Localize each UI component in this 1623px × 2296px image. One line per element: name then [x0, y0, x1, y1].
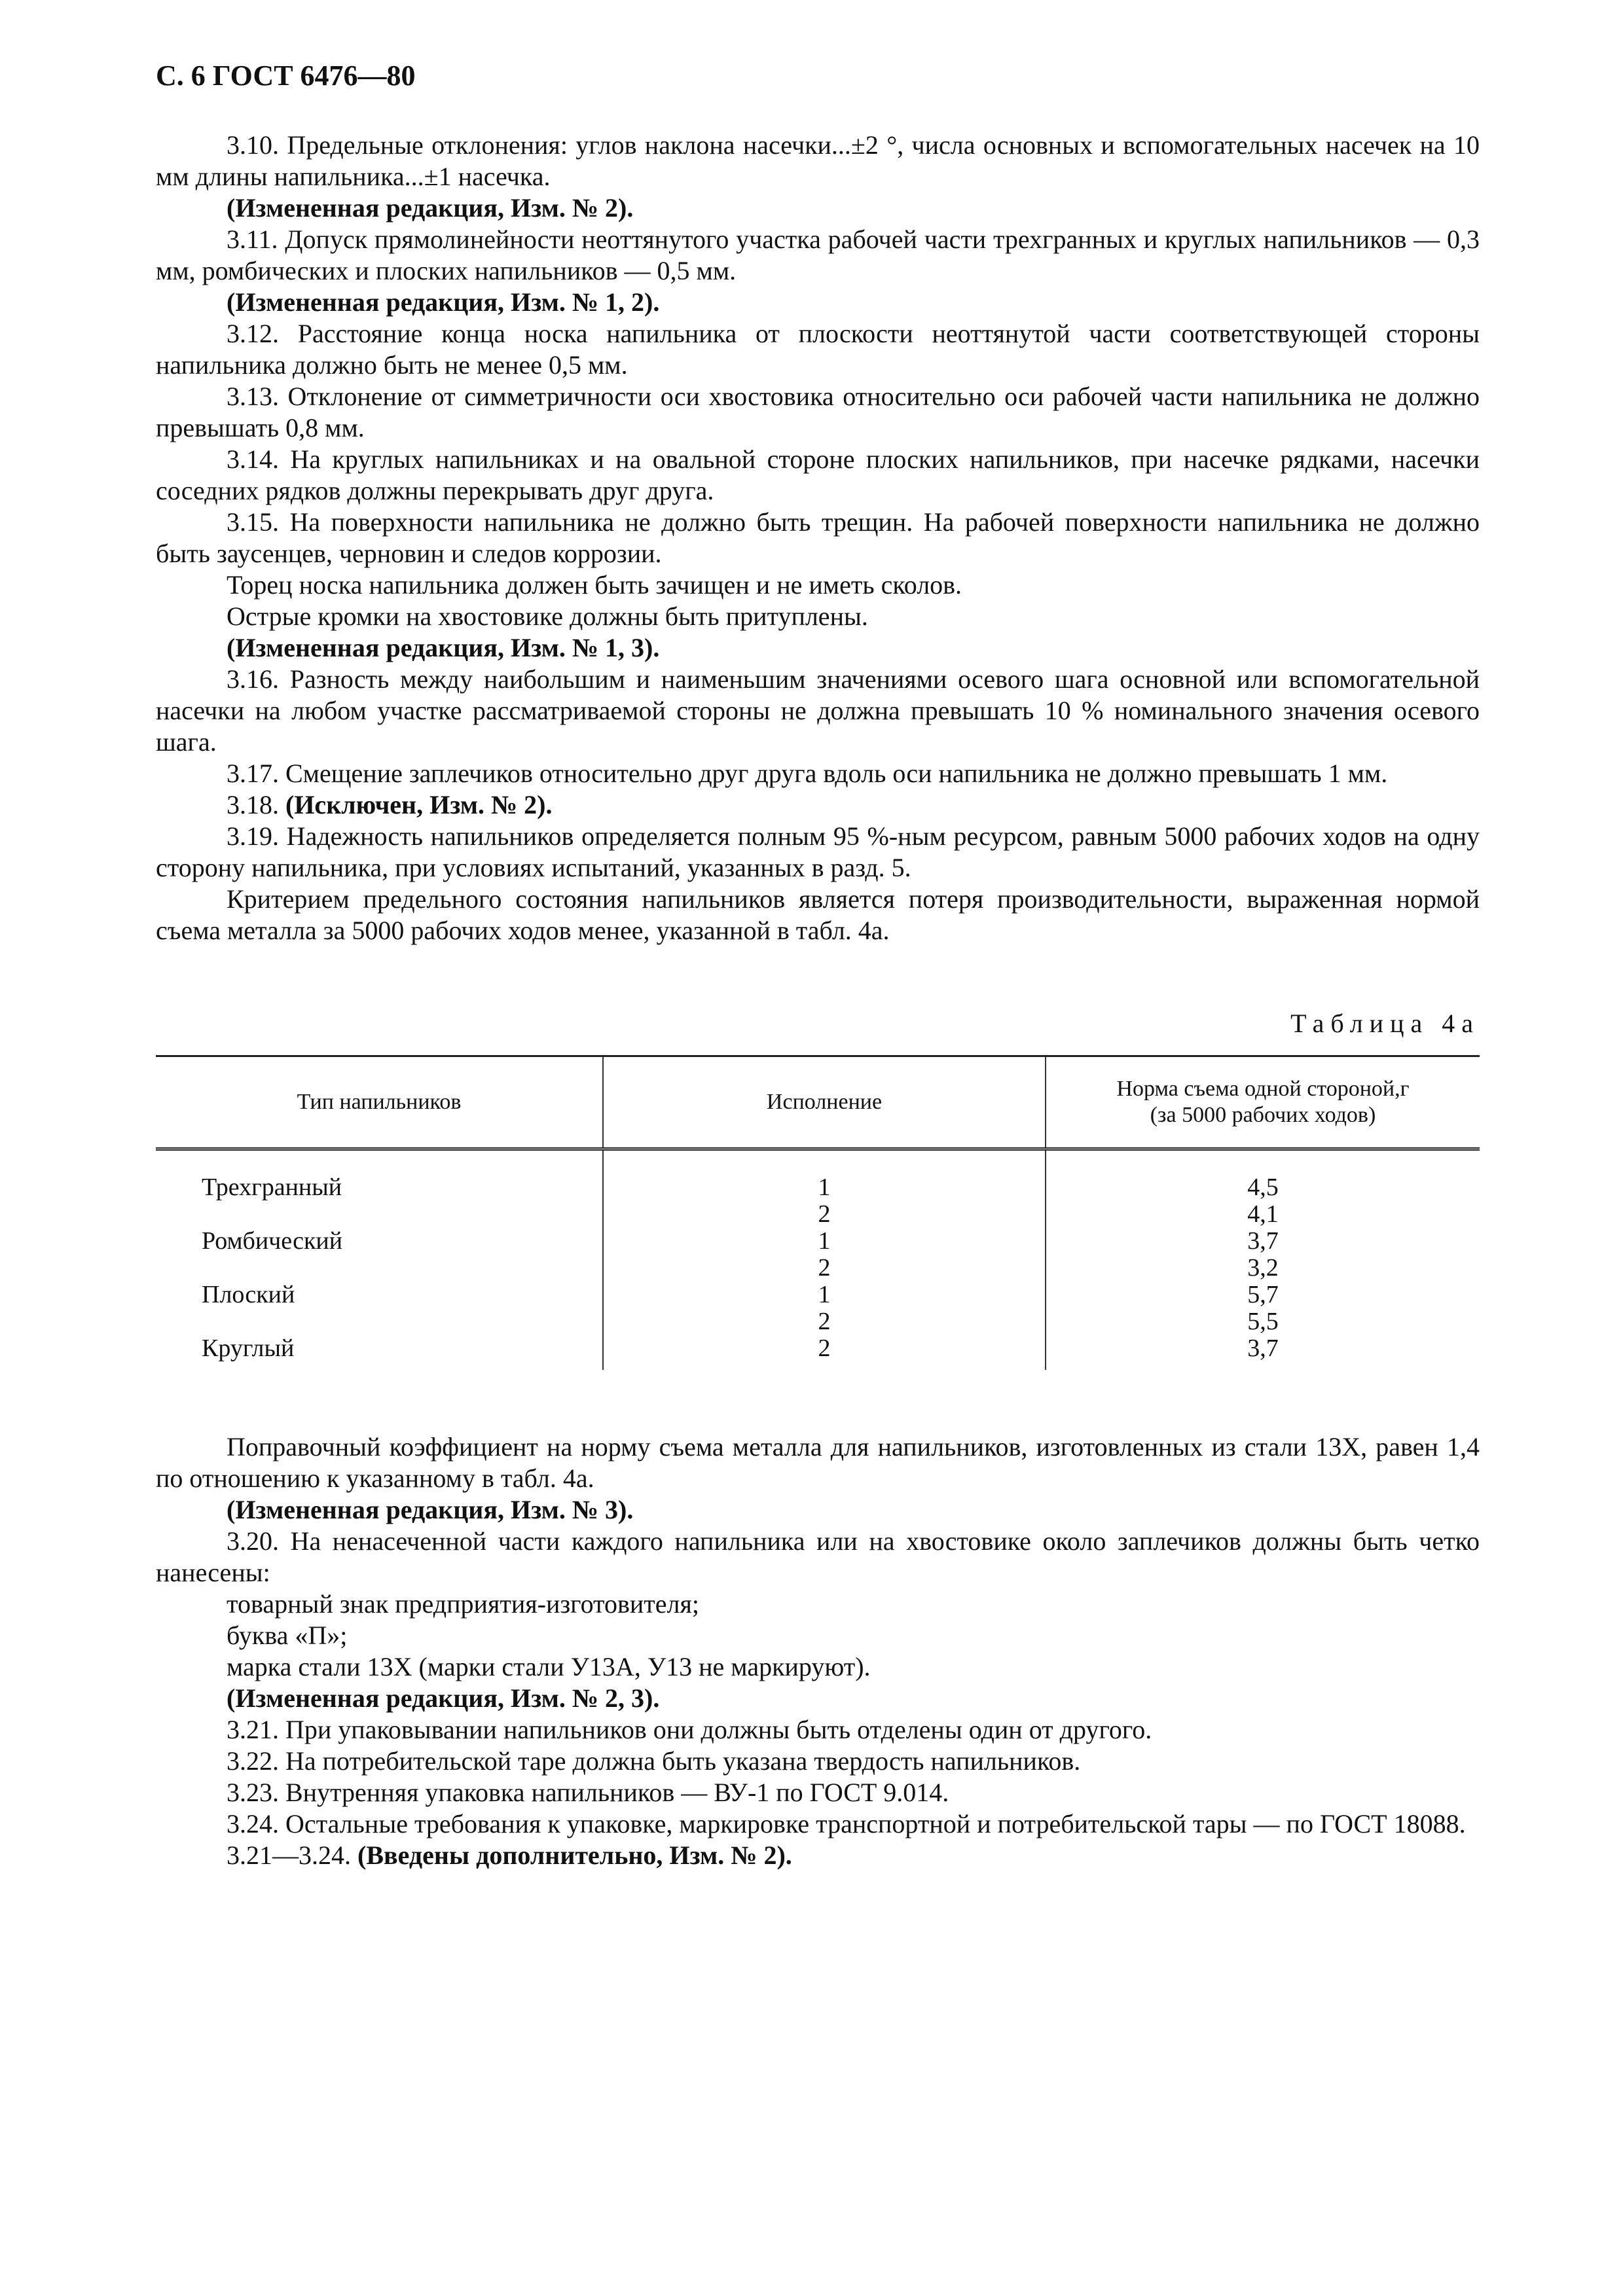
type-cell: Ромбический: [202, 1227, 343, 1255]
table-4a: [156, 1055, 1480, 1370]
paragraph: Острые кромки на хвостовике должны быть притуплены.: [227, 601, 868, 631]
type-cell: Круглый: [202, 1335, 295, 1362]
norm-cell: 4,1: [1247, 1200, 1279, 1228]
clause-number: 3.18.: [227, 790, 285, 819]
norm-cell: 3,7: [1247, 1335, 1279, 1362]
column-header-type: Тип напильников: [156, 1056, 603, 1149]
execution-cell: 1: [818, 1227, 831, 1255]
amendment-note: (Измененная редакция, Изм. № 1, 2).: [227, 287, 660, 317]
norm-cell: 4,5: [1247, 1174, 1279, 1201]
type-cell: Трехгранный: [202, 1174, 342, 1201]
body-text-top: [156, 130, 1480, 946]
list-item: марка стали 13Х (марки стали У13А, У13 не маркируют).: [227, 1652, 871, 1681]
amendment-note: (Введены дополнительно, Изм. № 2).: [357, 1840, 792, 1870]
column-header-norm-text: Норма съема одной стороной,г (за 5000 рабочих ходов): [1116, 1077, 1410, 1127]
paragraph: 3.12. Расстояние конца носка напильника от плоскости неоттянутой части соответствующей стороны напильника должно быть не менее 0,5 мм.: [156, 319, 1480, 380]
paragraph: 3.21. При упаковывании напильников они должны быть отделены один от другого.: [227, 1715, 1152, 1744]
list-item: товарный знак предприятия-изготовителя;: [227, 1589, 699, 1619]
body-text-bottom: [156, 1431, 1480, 1871]
execution-cell: 2: [818, 1308, 831, 1335]
table-header-row: [156, 1056, 1480, 1149]
type-cell: Плоский: [202, 1281, 295, 1308]
paragraph: Торец носка напильника должен быть зачищен и не иметь сколов.: [227, 570, 962, 600]
column-header-norm: [1046, 1056, 1480, 1149]
paragraph: 3.15. На поверхности напильника не должно быть трещин. На рабочей поверхности напильника не должно быть заусенцев, черновин и следов коррозии.: [156, 507, 1480, 568]
paragraph: 3.17. Смещение заплечиков относительно друг друга вдоль оси напильника не должно превышать 1 мм.: [227, 759, 1388, 788]
paragraph: 3.19. Надежность напильников определяется полным 95 %-ным ресурсом, равным 5000 рабочих ходов на одну сторону напильника, при условиях испытаний, указанных в разд. 5.: [156, 821, 1480, 882]
paragraph: [156, 1840, 1480, 1871]
type-column: [156, 1149, 603, 1371]
column-header-execution: Исполнение: [603, 1056, 1046, 1149]
paragraph: 3.13. Отклонение от симметричности оси хвостовика относительно оси рабочей части напильника не должно превышать 0,8 мм.: [156, 382, 1480, 442]
list-item: буква «П»;: [227, 1621, 348, 1650]
paragraph: [156, 789, 1480, 821]
amendment-note: (Измененная редакция, Изм. № 2).: [227, 193, 634, 223]
paragraph: 3.20. На ненасеченной части каждого напильника или на хвостовике около заплечиков должны быть четко нанесены:: [156, 1526, 1480, 1587]
execution-cell: 1: [818, 1174, 831, 1201]
norm-cell: 3,2: [1247, 1254, 1279, 1282]
page-header: С. 6 ГОСТ 6476—80: [156, 60, 416, 92]
paragraph: 3.10. Предельные отклонения: углов наклона насечки...±2 °, числа основных и вспомогательных насечек на 10 мм длины напильника...±1 насечка.: [156, 130, 1480, 191]
paragraph: 3.11. Допуск прямолинейности неоттянутого участка рабочей части трехгранных и круглых напильников — 0,3 мм, ромбических и плоских напильников — 0,5 мм.: [156, 224, 1480, 285]
table-row: [156, 1149, 1480, 1371]
execution-cell: 2: [818, 1335, 831, 1362]
paragraph: 3.14. На круглых напильниках и на овальной стороне плоских напильников, при насечке рядками, насечки соседних рядков должны перекрывать друг друга.: [156, 444, 1480, 505]
paragraph: Критерием предельного состояния напильников является потеря производительности, выраженная нормой съема металла за 5000 рабочих ходов менее, указанной в табл. 4а.: [156, 884, 1480, 945]
amendment-note: (Измененная редакция, Изм. № 3).: [227, 1495, 634, 1524]
amendment-note: (Исключен, Изм. № 2).: [285, 790, 553, 819]
norm-column: [1046, 1149, 1480, 1371]
amendment-note: (Измененная редакция, Изм. № 1, 3).: [227, 633, 660, 662]
execution-cell: 2: [818, 1200, 831, 1228]
paragraph: 3.22. На потребительской таре должна быть указана твердость напильников.: [227, 1746, 1081, 1776]
norm-cell: 5,5: [1247, 1308, 1279, 1335]
execution-cell: 1: [818, 1281, 831, 1308]
paragraph: 3.24. Остальные требования к упаковке, маркировке транспортной и потребительской тары — по ГОСТ 18088.: [227, 1809, 1466, 1839]
table-caption: Таблица 4а: [1290, 1009, 1480, 1038]
amendment-note: (Измененная редакция, Изм. № 2, 3).: [227, 1683, 660, 1713]
paragraph: 3.23. Внутренняя упаковка напильников — ВУ-1 по ГОСТ 9.014.: [227, 1778, 949, 1807]
clause-number: 3.21—3.24.: [227, 1840, 357, 1870]
paragraph: 3.16. Разность между наибольшим и наименьшим значениями осевого шага основной или вспомогательной насечки на любом участке рассматриваемой стороны не должна превышать 10 % номинального значения осевого шага.: [156, 664, 1480, 757]
execution-cell: 2: [818, 1254, 831, 1282]
paragraph: Поправочный коэффициент на норму съема металла для напильников, изготовленных из стали 13Х, равен 1,4 по отношению к указанному в табл. 4а.: [156, 1432, 1480, 1493]
norm-cell: 5,7: [1247, 1281, 1279, 1308]
execution-column: [603, 1149, 1046, 1371]
document-page: [156, 59, 1480, 1871]
norm-cell: 3,7: [1247, 1227, 1279, 1255]
